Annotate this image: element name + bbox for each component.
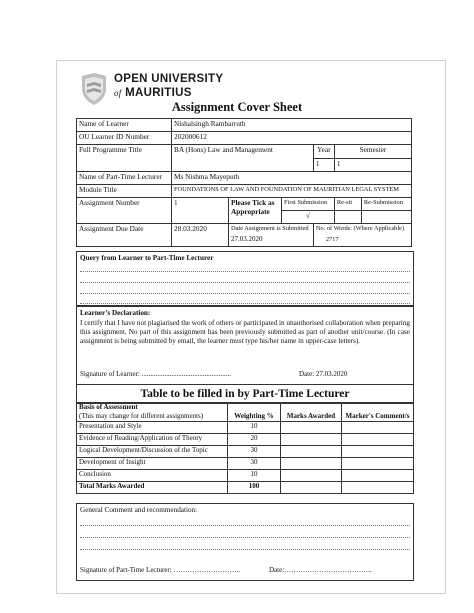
programme-value: BA (Hons) Law and Management: [172, 145, 314, 172]
dotted-line: [80, 537, 410, 538]
please-tick-label: Please Tick as Appropriate: [229, 198, 282, 224]
dotted-line: [80, 525, 410, 526]
submission-date-label: Date Assignment is Submitted: [231, 225, 309, 232]
year-label: Year: [313, 145, 334, 159]
basis-note: (This may change for different assignments): [79, 412, 204, 420]
declaration-date: Date: 27.03.2020: [299, 370, 348, 378]
criterion-weight: 10: [228, 470, 281, 482]
lecturer-label: Name of Part-Time Lecturer: [77, 172, 172, 185]
submission-date-cell: [229, 224, 314, 247]
resit-header: Re-sit: [334, 198, 361, 211]
comment-cell: [342, 434, 414, 446]
assignment-number-label: Assignment Number: [77, 198, 172, 224]
dotted-line: [80, 282, 410, 283]
programme-label: Full Programme Title: [77, 145, 172, 172]
module-label: Module Title: [77, 185, 172, 198]
semester-value: 1: [334, 158, 411, 172]
marks-cell: [281, 422, 342, 434]
resit-tick-cell: [334, 211, 361, 224]
table-row: [77, 458, 414, 470]
query-label: Query from Learner to Part-Time Lecturer: [80, 254, 214, 262]
word-count-label: No. of Words: (Where Applicable): [315, 225, 405, 232]
learner-name-label: Name of Learner: [77, 119, 172, 132]
declaration-heading: Learner’s Declaration:: [80, 309, 151, 317]
total-value: 100: [228, 482, 281, 494]
first-submission-tick: √: [282, 211, 335, 224]
word-count-value: 2717: [325, 236, 339, 243]
declaration-section: [76, 305, 414, 385]
logo-line-2: [114, 87, 192, 99]
criterion-label: Presentation and Style: [77, 422, 228, 434]
due-date-value: 28.03.2020: [172, 224, 229, 247]
year-value: 1: [313, 158, 334, 172]
marks-cell: [281, 446, 342, 458]
logo-mauritius: MAURITIUS: [125, 87, 192, 99]
due-date-label: Assignment Due Date: [77, 224, 172, 247]
resubmission-header: Re-Submission: [361, 198, 411, 211]
first-submission-header: First Submission: [282, 198, 335, 211]
comment-cell: [342, 470, 414, 482]
page-title: Assignment Cover Sheet: [171, 100, 303, 114]
declaration-text: I certify that I have not plagiarised the work of others or participated in unauthorised collaboration when preparing this assignment. No part of this assignment has been previously submitted as part of another unit/course. (In case assignment is being submitted by email, the learner must type his/her name in upper-case letters).: [80, 319, 410, 345]
module-value: FOUNDATIONS OF LAW AND FOUNDATION OF MAURITIAN LEGAL SYSTEM: [172, 185, 412, 198]
criterion-label: Conclusion: [77, 470, 228, 482]
word-count-cell: [313, 224, 411, 247]
marks-header: Marks Awarded: [281, 403, 342, 422]
total-row: [77, 482, 414, 494]
table-row: [77, 422, 414, 434]
total-label: Total Marks Awarded: [77, 482, 228, 494]
comment-cell: [342, 422, 414, 434]
logo-line-1: OPEN UNIVERSITY: [114, 73, 224, 85]
lecturer-table-title: Table to be filled in by Part-Time Lecturer: [76, 384, 414, 404]
marks-cell: [281, 434, 342, 446]
learner-id-value: 202000612: [172, 132, 412, 145]
criterion-weight: 30: [228, 458, 281, 470]
comments-header: Marker's Comment/s: [342, 403, 414, 422]
submission-date-value: 27.03.2020: [231, 235, 263, 243]
resubmission-tick-cell: [361, 211, 411, 224]
logo-of: of: [114, 88, 122, 98]
weighting-header: Weighting %: [228, 403, 281, 422]
dotted-line: [80, 549, 410, 550]
dotted-line: [80, 303, 410, 304]
assessment-table: [76, 402, 414, 494]
assignment-number-value: 1: [172, 198, 229, 224]
marks-cell: [281, 470, 342, 482]
dotted-line: [80, 293, 410, 294]
learner-details-table: [76, 118, 412, 247]
criterion-label: Evidence of Reading/Application of Theory: [77, 434, 228, 446]
criterion-label: Development of Insight: [77, 458, 228, 470]
lecturer-value: Ms Nishma Mayeputh: [172, 172, 412, 185]
comment-section: [76, 503, 414, 581]
comment-label: General Comment and recommendation:: [80, 506, 198, 514]
semester-label: Semester: [334, 145, 411, 159]
dotted-line: [80, 271, 410, 272]
basis-header: [77, 403, 228, 422]
table-row: [77, 446, 414, 458]
comment-cell: [342, 482, 414, 494]
marks-cell: [281, 482, 342, 494]
marks-cell: [281, 458, 342, 470]
learner-id-label: OU Learner ID Number: [77, 132, 172, 145]
lecturer-signature: Signature of Part-Time Lecturer: ………………………..: [80, 566, 240, 574]
learner-signature: Signature of Learner: ...................................................: [80, 370, 231, 378]
comment-cell: [342, 458, 414, 470]
criterion-weight: 20: [228, 434, 281, 446]
basis-heading: Basis of Assessment: [79, 403, 138, 411]
criterion-weight: 10: [228, 422, 281, 434]
criterion-weight: 30: [228, 446, 281, 458]
table-row: [77, 434, 414, 446]
query-section: [76, 251, 414, 307]
table-row: [77, 470, 414, 482]
criterion-label: Logical Development/Discussion of the Topic: [77, 446, 228, 458]
learner-name-value: Nishalsingh Rambarruth: [172, 119, 412, 132]
comment-cell: [342, 446, 414, 458]
lecturer-date: Date:………………………………..: [269, 566, 372, 574]
